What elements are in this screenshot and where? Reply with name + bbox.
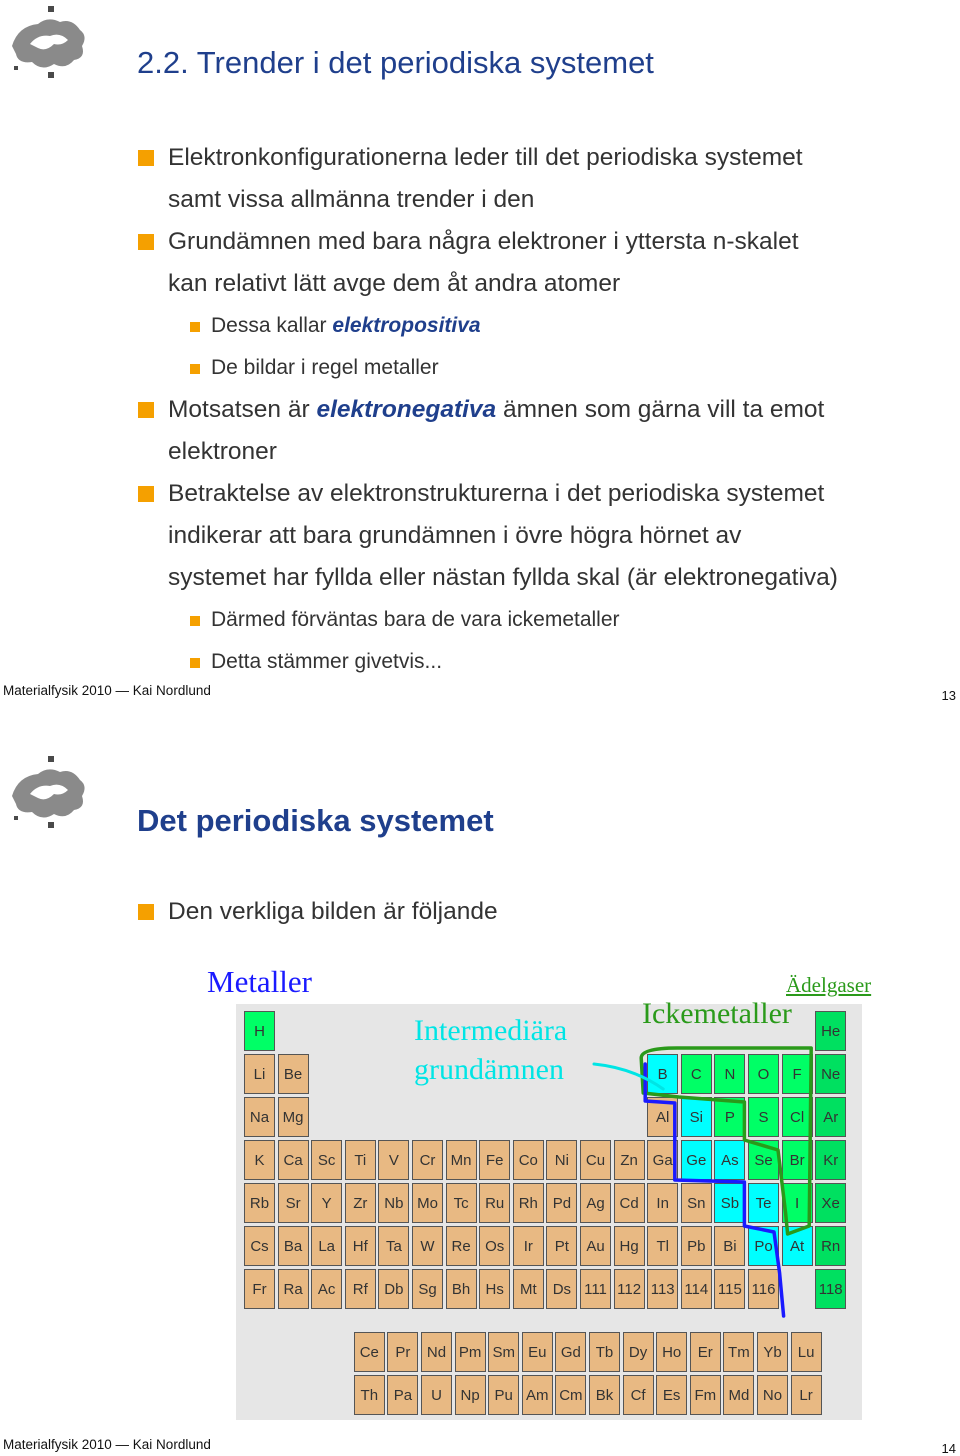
element-cell-ga: Ga — [647, 1140, 678, 1180]
noble-gases-label: Ädelgaser — [786, 973, 872, 997]
element-cell-ne: Ne — [815, 1054, 846, 1094]
element-cell-114: 114 — [681, 1269, 712, 1309]
element-cell-p: P — [714, 1097, 745, 1137]
university-logo-icon — [8, 6, 92, 80]
element-cell-bi: Bi — [714, 1226, 745, 1266]
element-cell-n: N — [714, 1054, 745, 1094]
element-cell-rn: Rn — [815, 1226, 846, 1266]
element-cell-cl: Cl — [782, 1097, 813, 1137]
element-cell-ac: Ac — [311, 1269, 342, 1309]
slide-title: Det periodiska systemet — [137, 803, 494, 838]
element-cell-cu: Cu — [580, 1140, 611, 1180]
element-cell-as: As — [714, 1140, 745, 1180]
element-cell-po: Po — [748, 1226, 779, 1266]
element-cell-cs: Cs — [244, 1226, 275, 1266]
element-cell-c: C — [681, 1054, 712, 1094]
element-cell-mn: Mn — [446, 1140, 477, 1180]
element-cell-ca: Ca — [278, 1140, 309, 1180]
element-cell-al: Al — [647, 1097, 678, 1137]
sub-bullet-text: Dessa kallar elektropositiva — [211, 314, 481, 337]
element-cell-yb: Yb — [757, 1332, 788, 1372]
footer-text: Materialfysik 2010 — Kai Nordlund — [3, 683, 211, 698]
element-cell-116: 116 — [748, 1269, 779, 1309]
bullet-text: Grundämnen med bara några elektroner i yttersta n-skalet — [168, 228, 799, 255]
element-cell-co: Co — [513, 1140, 544, 1180]
element-cell-k: K — [244, 1140, 275, 1180]
element-cell-tl: Tl — [647, 1226, 678, 1266]
element-cell-os: Os — [479, 1226, 510, 1266]
element-cell-no: No — [757, 1375, 788, 1415]
element-cell-ds: Ds — [546, 1269, 577, 1309]
element-cell-s: S — [748, 1097, 779, 1137]
element-cell-ru: Ru — [479, 1183, 510, 1223]
bullet-text: samt vissa allmänna trender i den — [168, 186, 535, 213]
element-cell-pa: Pa — [387, 1375, 418, 1415]
element-cell-hs: Hs — [479, 1269, 510, 1309]
footer-text: Materialfysik 2010 — Kai Nordlund — [3, 1437, 211, 1452]
bullet-text: kan relativt lätt avge dem åt andra atomer — [168, 270, 621, 297]
element-cell-tb: Tb — [589, 1332, 620, 1372]
element-cell-at: At — [782, 1226, 813, 1266]
bullet-text: Elektronkonfigurationerna leder till det periodiska systemet — [168, 144, 803, 171]
element-cell-111: 111 — [580, 1269, 611, 1309]
element-cell-mt: Mt — [513, 1269, 544, 1309]
element-cell-cr: Cr — [412, 1140, 443, 1180]
element-cell-xe: Xe — [815, 1183, 846, 1223]
sub-bullet-square-icon — [190, 658, 200, 668]
element-cell-ag: Ag — [580, 1183, 611, 1223]
element-cell-ra: Ra — [278, 1269, 309, 1309]
element-cell-ho: Ho — [656, 1332, 687, 1372]
element-cell-pb: Pb — [681, 1226, 712, 1266]
bullet-square-icon — [138, 402, 154, 418]
element-cell-hf: Hf — [345, 1226, 376, 1266]
university-logo-icon — [8, 756, 92, 830]
element-cell-in: In — [647, 1183, 678, 1223]
element-cell-nb: Nb — [378, 1183, 409, 1223]
element-cell-bh: Bh — [446, 1269, 477, 1309]
element-cell-si: Si — [681, 1097, 712, 1137]
element-cell-pd: Pd — [546, 1183, 577, 1223]
element-cell-ce: Ce — [354, 1332, 385, 1372]
element-cell-gd: Gd — [555, 1332, 586, 1372]
element-cell-eu: Eu — [522, 1332, 553, 1372]
element-cell-nd: Nd — [421, 1332, 452, 1372]
element-cell-be: Be — [278, 1054, 309, 1094]
sub-bullet-text: Detta stämmer givetvis... — [211, 650, 443, 673]
element-cell-ir: Ir — [513, 1226, 544, 1266]
sub-bullet-square-icon — [190, 364, 200, 374]
element-cell-y: Y — [311, 1183, 342, 1223]
element-cell-ni: Ni — [546, 1140, 577, 1180]
element-cell-bk: Bk — [589, 1375, 620, 1415]
element-cell-w: W — [412, 1226, 443, 1266]
element-cell-np: Np — [455, 1375, 486, 1415]
element-cell-fr: Fr — [244, 1269, 275, 1309]
nonmetals-label: Ickemetaller — [642, 997, 792, 1030]
element-cell-pr: Pr — [387, 1332, 418, 1372]
element-cell-kr: Kr — [815, 1140, 846, 1180]
element-cell-tm: Tm — [723, 1332, 754, 1372]
element-cell-re: Re — [446, 1226, 477, 1266]
element-cell-te: Te — [748, 1183, 779, 1223]
element-cell-mg: Mg — [278, 1097, 309, 1137]
element-cell-am: Am — [522, 1375, 553, 1415]
element-cell-118: 118 — [815, 1269, 846, 1309]
bullet-square-icon — [138, 486, 154, 502]
element-cell-zn: Zn — [614, 1140, 645, 1180]
bullet-text: indikerar att bara grundämnen i övre högra hörnet av — [168, 522, 742, 549]
element-cell-au: Au — [580, 1226, 611, 1266]
sub-bullet-text: Därmed förväntas bara de vara ickemetaller — [211, 608, 620, 631]
element-cell-sb: Sb — [714, 1183, 745, 1223]
element-cell-sc: Sc — [311, 1140, 342, 1180]
element-cell-sn: Sn — [681, 1183, 712, 1223]
bullet-square-icon — [138, 904, 154, 920]
intermediate-label-line1: Intermediära — [414, 1014, 568, 1047]
bullet-text: Den verkliga bilden är följande — [168, 898, 498, 925]
element-cell-lu: Lu — [791, 1332, 822, 1372]
element-cell-se: Se — [748, 1140, 779, 1180]
element-cell-cf: Cf — [623, 1375, 654, 1415]
element-cell-pt: Pt — [546, 1226, 577, 1266]
element-cell-zr: Zr — [345, 1183, 376, 1223]
element-cell-ge: Ge — [681, 1140, 712, 1180]
slide-title: 2.2. Trender i det periodiska systemet — [137, 45, 654, 80]
element-cell-i: I — [782, 1183, 813, 1223]
element-cell-er: Er — [690, 1332, 721, 1372]
element-cell-es: Es — [656, 1375, 687, 1415]
element-cell-pm: Pm — [455, 1332, 486, 1372]
element-cell-u: U — [421, 1375, 452, 1415]
element-cell-fm: Fm — [690, 1375, 721, 1415]
element-cell-cd: Cd — [614, 1183, 645, 1223]
element-cell-h: H — [244, 1011, 275, 1051]
element-cell-sm: Sm — [488, 1332, 519, 1372]
bullet-square-icon — [138, 234, 154, 250]
element-cell-ti: Ti — [345, 1140, 376, 1180]
element-cell-rb: Rb — [244, 1183, 275, 1223]
element-cell-db: Db — [378, 1269, 409, 1309]
page-number: 14 — [941, 1441, 956, 1456]
slide-14 — [0, 728, 960, 1456]
element-cell-hg: Hg — [614, 1226, 645, 1266]
element-cell-f: F — [782, 1054, 813, 1094]
metals-label: Metaller — [207, 964, 313, 999]
element-cell-dy: Dy — [623, 1332, 654, 1372]
element-cell-th: Th — [354, 1375, 385, 1415]
element-cell-na: Na — [244, 1097, 275, 1137]
page-number: 13 — [941, 688, 956, 703]
bullet-text: Motsatsen är elektronegativa ämnen som gärna vill ta emot — [168, 396, 825, 423]
element-cell-sr: Sr — [278, 1183, 309, 1223]
sub-bullet-square-icon — [190, 616, 200, 626]
element-cell-pu: Pu — [488, 1375, 519, 1415]
element-cell-112: 112 — [614, 1269, 645, 1309]
element-cell-cm: Cm — [555, 1375, 586, 1415]
sub-bullet-square-icon — [190, 322, 200, 332]
element-cell-v: V — [378, 1140, 409, 1180]
intermediate-label-line2: grundämnen — [414, 1053, 564, 1086]
element-cell-li: Li — [244, 1054, 275, 1094]
element-cell-ba: Ba — [278, 1226, 309, 1266]
bullet-square-icon — [138, 150, 154, 166]
element-cell-la: La — [311, 1226, 342, 1266]
bullet-text: elektroner — [168, 438, 277, 465]
element-cell-tc: Tc — [446, 1183, 477, 1223]
bullet-text: Betraktelse av elektronstrukturerna i det periodiska systemet — [168, 480, 825, 507]
element-cell-sg: Sg — [412, 1269, 443, 1309]
element-cell-115: 115 — [714, 1269, 745, 1309]
sub-bullet-text: De bildar i regel metaller — [211, 356, 439, 379]
bullet-text: systemet har fyllda eller nästan fyllda skal (är elektronegativa) — [168, 564, 838, 591]
element-cell-lr: Lr — [791, 1375, 822, 1415]
element-cell-ta: Ta — [378, 1226, 409, 1266]
element-cell-ar: Ar — [815, 1097, 846, 1137]
element-cell-fe: Fe — [479, 1140, 510, 1180]
element-cell-o: O — [748, 1054, 779, 1094]
element-cell-rh: Rh — [513, 1183, 544, 1223]
element-cell-md: Md — [723, 1375, 754, 1415]
element-cell-b: B — [647, 1054, 678, 1094]
element-cell-he: He — [815, 1011, 846, 1051]
element-cell-113: 113 — [647, 1269, 678, 1309]
element-cell-br: Br — [782, 1140, 813, 1180]
element-cell-mo: Mo — [412, 1183, 443, 1223]
element-cell-rf: Rf — [345, 1269, 376, 1309]
